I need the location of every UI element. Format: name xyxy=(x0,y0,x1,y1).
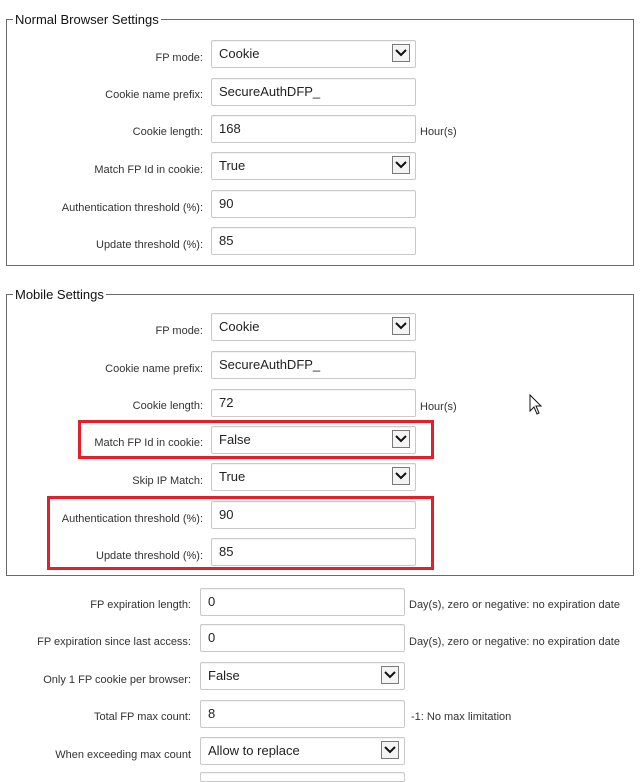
mobile-skip-ip-value: True xyxy=(219,469,246,484)
mouse-cursor-icon xyxy=(529,394,543,416)
one-cookie-value: False xyxy=(208,668,240,683)
mobile-cookie-prefix-input[interactable]: SecureAuthDFP_ xyxy=(211,351,416,379)
thresholds-highlight-box xyxy=(47,496,434,570)
mobile-skip-ip-select[interactable] xyxy=(211,463,416,491)
one-cookie-label: Only 1 FP cookie per browser: xyxy=(43,674,191,686)
match-fp-highlight-box xyxy=(78,420,434,459)
next-field-partial[interactable] xyxy=(200,772,405,782)
normal-match-fp-select[interactable] xyxy=(211,152,416,180)
mobile-skip-ip-label: Skip IP Match: xyxy=(132,475,203,487)
normal-cookie-prefix-input[interactable]: SecureAuthDFP_ xyxy=(211,78,416,106)
normal-match-fp-value: True xyxy=(219,158,246,173)
fp-expiration-input[interactable]: 0 xyxy=(200,588,405,616)
normal-cookie-length-label: Cookie length: xyxy=(132,126,203,138)
mobile-fp-mode-label: FP mode: xyxy=(155,325,203,337)
mobile-match-fp-value: False xyxy=(219,432,251,447)
normal-update-threshold-label: Update threshold (%): xyxy=(96,239,203,251)
fp-expiration-label: FP expiration length: xyxy=(90,599,191,611)
normal-cookie-prefix-label: Cookie name prefix: xyxy=(105,89,203,101)
mobile-auth-threshold-input[interactable]: 90 xyxy=(211,501,416,529)
chevron-down-icon[interactable] xyxy=(381,666,399,684)
normal-fp-mode-value: Cookie xyxy=(219,46,260,61)
exceed-value: Allow to replace xyxy=(208,743,300,758)
normal-auth-threshold-label: Authentication threshold (%): xyxy=(61,202,203,214)
chevron-down-icon[interactable] xyxy=(392,467,410,485)
mobile-auth-threshold-label: Authentication threshold (%): xyxy=(61,513,203,525)
normal-cookie-length-input[interactable]: 168 xyxy=(211,115,416,143)
normal-update-threshold-input[interactable]: 85 xyxy=(211,227,416,255)
chevron-down-icon[interactable] xyxy=(392,317,410,335)
normal-fp-mode-label: FP mode: xyxy=(155,52,203,64)
exceed-select[interactable] xyxy=(200,737,405,765)
fp-expiration-access-input[interactable]: 0 xyxy=(200,624,405,652)
mobile-cookie-length-input[interactable]: 72 xyxy=(211,389,416,417)
normal-cookie-length-unit: Hour(s) xyxy=(420,126,457,138)
total-max-input[interactable]: 8 xyxy=(200,700,405,728)
total-max-note: -1: No max limitation xyxy=(411,711,512,723)
mobile-match-fp-label: Match FP Id in cookie: xyxy=(94,437,203,449)
mobile-cookie-length-unit: Hour(s) xyxy=(420,401,457,413)
chevron-down-icon[interactable] xyxy=(381,741,399,759)
mobile-cookie-length-label: Cookie length: xyxy=(132,400,203,412)
fp-expiration-access-note: Day(s), zero or negative: no expiration date xyxy=(409,636,620,648)
mobile-settings-legend: Mobile Settings xyxy=(15,287,104,302)
mobile-fp-mode-select[interactable] xyxy=(211,313,416,341)
mobile-fp-mode-value: Cookie xyxy=(219,319,260,334)
fp-expiration-access-label: FP expiration since last access: xyxy=(37,636,191,648)
normal-auth-threshold-input[interactable]: 90 xyxy=(211,190,416,218)
one-cookie-select[interactable] xyxy=(200,662,405,690)
normal-browser-settings-legend: Normal Browser Settings xyxy=(15,12,159,27)
fp-expiration-note: Day(s), zero or negative: no expiration date xyxy=(409,599,620,611)
exceed-label: When exceeding max count xyxy=(55,749,191,761)
mobile-cookie-prefix-label: Cookie name prefix: xyxy=(105,363,203,375)
chevron-down-icon[interactable] xyxy=(392,44,410,62)
mobile-update-threshold-label: Update threshold (%): xyxy=(96,550,203,562)
mobile-update-threshold-input[interactable]: 85 xyxy=(211,538,416,566)
total-max-label: Total FP max count: xyxy=(93,711,191,723)
normal-fp-mode-select[interactable] xyxy=(211,40,416,68)
normal-match-fp-label: Match FP Id in cookie: xyxy=(94,164,203,176)
chevron-down-icon[interactable] xyxy=(392,156,410,174)
